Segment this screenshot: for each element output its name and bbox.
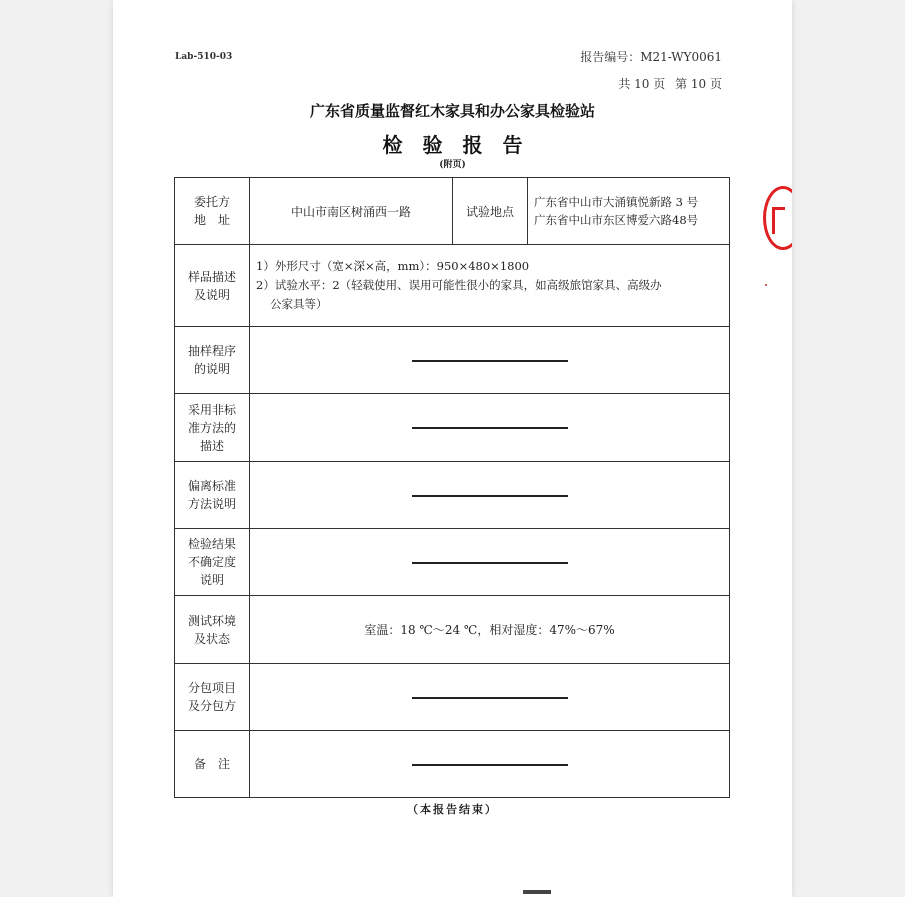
end-note: （本报告结束） [407, 803, 498, 816]
report-page [113, 0, 792, 897]
next-page-mark [523, 890, 551, 894]
table-row [175, 245, 730, 327]
deviation-label: 偏离标准 方法说明 [175, 462, 250, 529]
report-number: 报告编号：M21-WY0061 [580, 50, 722, 64]
test-location-label: 试验地点 [453, 178, 528, 245]
deviation-value [250, 462, 730, 529]
table-row [175, 178, 730, 245]
environment-value: 室温：18 ℃～24 ℃，相对湿度：47%～67% [250, 596, 730, 664]
empty-dash [412, 562, 568, 564]
subcontract-label: 分包项目 及分包方 [175, 664, 250, 731]
uncertainty-value [250, 529, 730, 596]
test-location-line: 广东省中山市大涌镇悦新路 3 号 [534, 195, 699, 209]
sample-line: 2）试验水平：2（轻载使用、误用可能性很小的家具，如高级旅馆家具、高级办 [256, 278, 662, 292]
table-row [175, 664, 730, 731]
test-location [528, 178, 730, 245]
table-row [175, 529, 730, 596]
nonstandard-label: 采用非标 准方法的 描述 [175, 394, 250, 462]
sampling-label: 抽样程序 的说明 [175, 327, 250, 394]
report-table [174, 177, 730, 798]
sample-label: 样品描述 及说明 [175, 245, 250, 327]
remarks-value [250, 731, 730, 798]
empty-dash [412, 495, 568, 497]
seal-mark [765, 284, 767, 286]
table-row [175, 596, 730, 664]
attachment-label: (附页) [439, 160, 466, 170]
client-address-label: 委托方 地 址 [175, 178, 250, 245]
test-location-line: 广东省中山市东区博爱六路48号 [534, 213, 699, 227]
current-page: 第 10 页 [675, 77, 722, 91]
doc-title: 检验报告 [382, 133, 543, 157]
page-count [612, 75, 722, 92]
table-row [175, 462, 730, 529]
subcontract-value [250, 664, 730, 731]
empty-dash [412, 360, 568, 362]
empty-dash [412, 427, 568, 429]
sampling-value [250, 327, 730, 394]
table-row [175, 731, 730, 798]
sample-line: 1）外形尺寸（宽×深×高，mm）：950×480×1800 [256, 259, 530, 273]
lab-code: Lab-510-03 [175, 52, 233, 62]
empty-dash [412, 697, 568, 699]
table-row [175, 394, 730, 462]
empty-dash [412, 764, 568, 766]
table-row [175, 327, 730, 394]
uncertainty-label: 检验结果 不确定度 说明 [175, 529, 250, 596]
red-seal-stamp [763, 186, 792, 250]
remarks-label: 备 注 [175, 731, 250, 798]
total-pages: 共 10 页 [618, 77, 666, 91]
org-title: 广东省质量监督红木家具和办公家具检验站 [309, 102, 595, 120]
sample-description [250, 245, 730, 327]
nonstandard-value [250, 394, 730, 462]
client-address: 中山市南区树涌西一路 [250, 178, 453, 245]
environment-label: 测试环境 及状态 [175, 596, 250, 664]
sample-line: 公家具等） [270, 297, 328, 311]
